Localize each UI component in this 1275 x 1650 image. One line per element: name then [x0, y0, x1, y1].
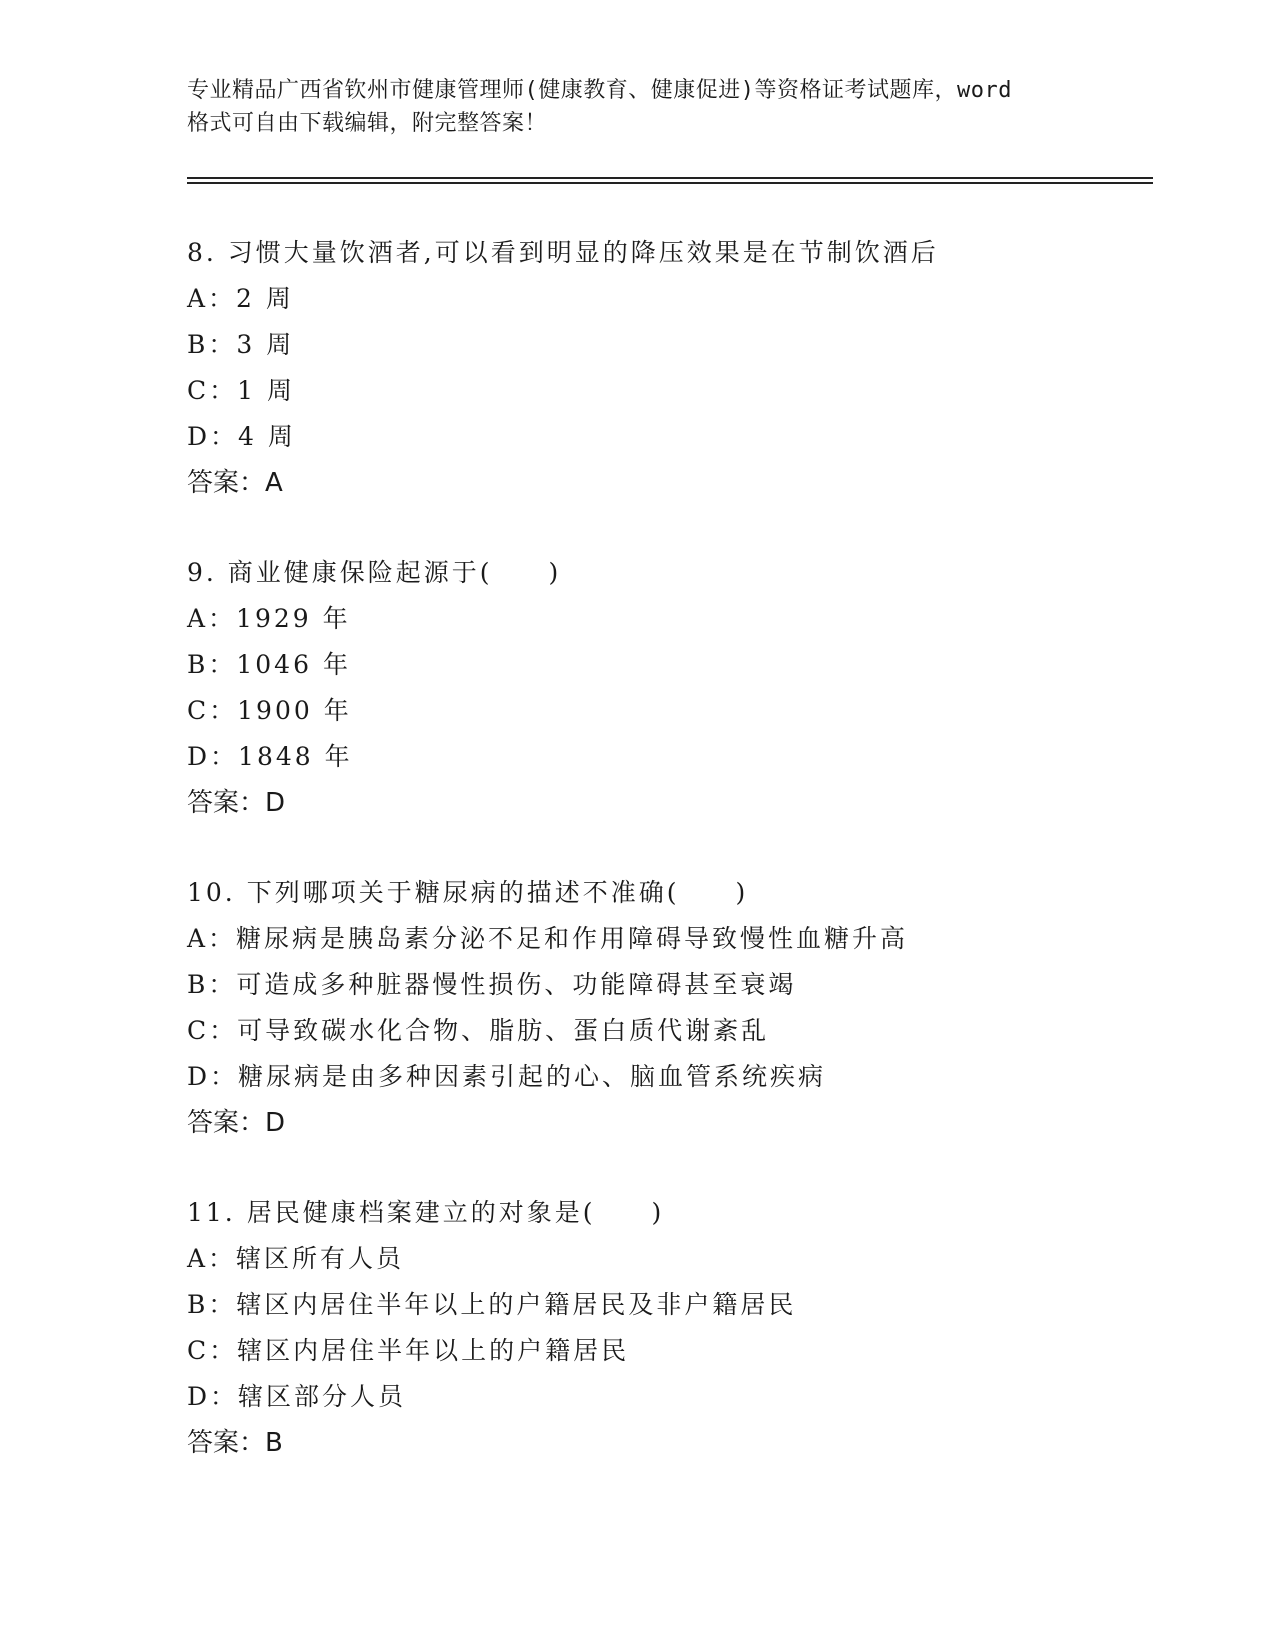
question-title: 10. 下列哪项关于糖尿病的描述不准确( ) — [187, 878, 749, 907]
option-c: C：可导致碳水化合物、脂肪、蛋白质代谢紊乱 — [187, 1016, 770, 1045]
option-b: B：可造成多种脏器慢性损伤、功能障碍甚至衰竭 — [187, 970, 797, 999]
question-block — [187, 230, 1147, 506]
option-a: A：辖区所有人员 — [187, 1244, 405, 1273]
question-title: 8. 习惯大量饮酒者,可以看到明显的降压效果是在节制饮酒后 — [187, 238, 939, 267]
header-divider-top — [187, 177, 1153, 179]
option-a: A：1929 年 — [187, 604, 351, 633]
answer-line: 答案：B — [187, 1428, 283, 1458]
header-line-1: 专业精品广西省钦州市健康管理师(健康教育、健康促进)等资格证考试题库，word — [187, 78, 1012, 103]
option-d: D：1848 年 — [187, 742, 353, 771]
option-b: B：辖区内居住半年以上的户籍居民及非户籍居民 — [187, 1290, 797, 1319]
option-b: B：1046 年 — [187, 650, 351, 679]
answer-line: 答案：D — [187, 788, 286, 818]
option-d: D：4 周 — [187, 422, 296, 451]
option-b: B：3 周 — [187, 330, 295, 359]
option-c: C：1 周 — [187, 376, 295, 405]
question-title: 11. 居民健康档案建立的对象是( ) — [187, 1198, 665, 1227]
question-block — [187, 550, 1147, 826]
option-a: A：2 周 — [187, 284, 294, 313]
header-divider-bottom — [187, 182, 1153, 184]
document-header — [187, 74, 1087, 140]
option-c: C：辖区内居住半年以上的户籍居民 — [187, 1336, 630, 1365]
question-block — [187, 870, 1147, 1146]
option-d: D：糖尿病是由多种因素引起的心、脑血管系统疾病 — [187, 1062, 827, 1091]
option-c: C：1900 年 — [187, 696, 352, 725]
header-line-2: 格式可自由下载编辑，附完整答案！ — [187, 111, 548, 136]
question-block — [187, 1190, 1147, 1466]
answer-line: 答案：D — [187, 1108, 286, 1138]
option-d: D：辖区部分人员 — [187, 1382, 407, 1411]
option-a: A：糖尿病是胰岛素分泌不足和作用障碍导致慢性血糖升高 — [187, 924, 909, 953]
question-title: 9. 商业健康保险起源于( ) — [187, 558, 562, 587]
answer-line: 答案：A — [187, 468, 283, 498]
